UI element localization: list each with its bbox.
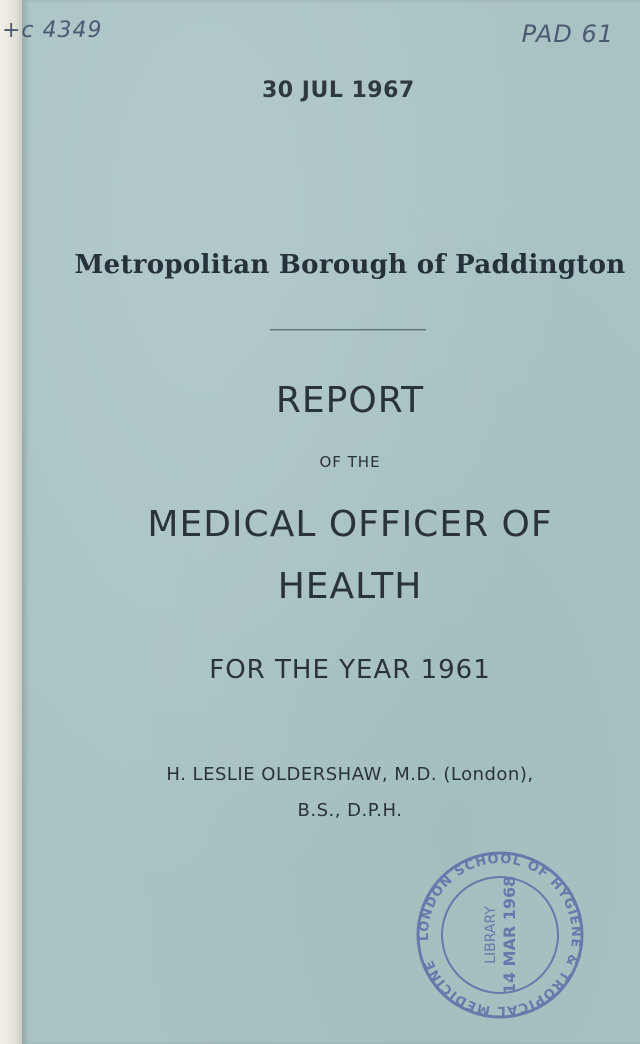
borough-heading: Metropolitan Borough of Paddington xyxy=(74,250,626,280)
library-stamp-library-label: LIBRARY xyxy=(483,906,499,964)
library-stamp-ring-text: LONDON SCHOOL OF HYGIENE & TROPICAL MEDICINE xyxy=(416,851,584,1019)
handwritten-reference-left: +c 4349 xyxy=(2,18,103,43)
report-year: FOR THE YEAR 1961 xyxy=(209,655,491,685)
received-date-stamp: 30 JUL 1967 xyxy=(262,78,415,103)
report-title-line-4: HEALTH xyxy=(277,566,423,607)
library-stamp xyxy=(410,850,590,1020)
author-name: H. LESLIE OLDERSHAW, M.D. (London), xyxy=(166,764,534,785)
handwritten-reference-right: PAD 61 xyxy=(521,20,614,48)
library-stamp-date: 14 MAR 1968 xyxy=(500,875,519,995)
report-title: REPORT xyxy=(275,380,425,421)
decorative-rule xyxy=(270,329,426,331)
report-subtitle-of-the: OF THE xyxy=(319,453,381,471)
report-title-line-3: MEDICAL OFFICER OF xyxy=(147,504,553,545)
library-stamp-graphic xyxy=(410,850,590,1020)
author-degrees: B.S., D.P.H. xyxy=(297,800,403,821)
